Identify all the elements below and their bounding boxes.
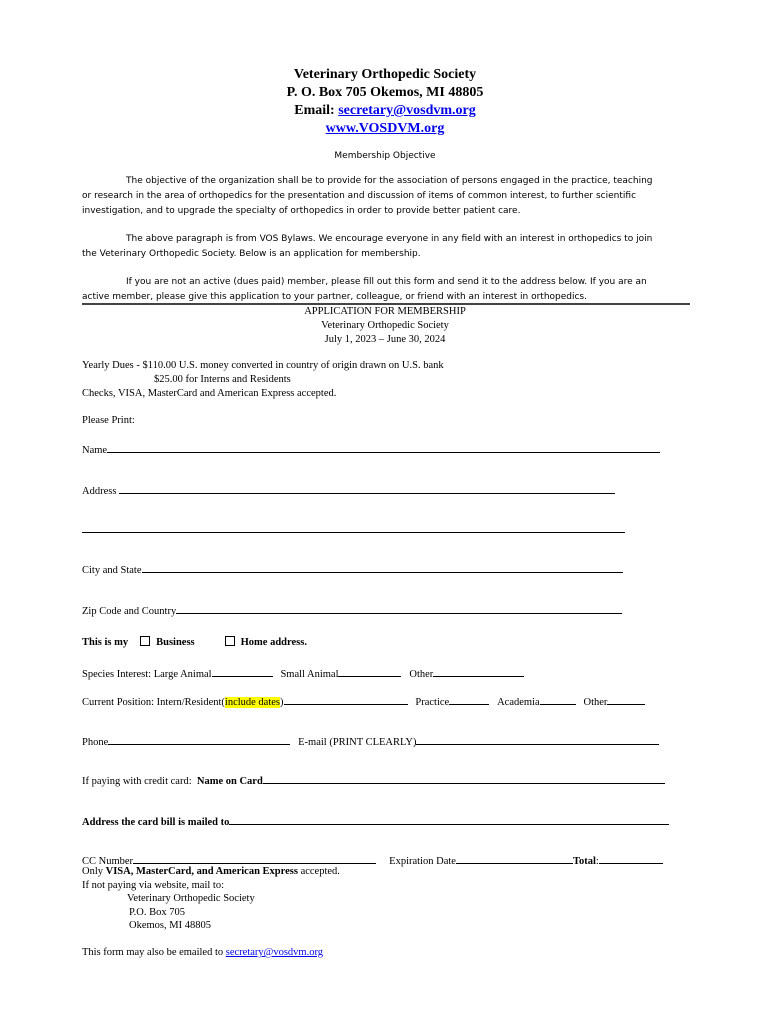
only-prefix: Only: [82, 866, 106, 877]
dues-line-1: Yearly Dues - $110.00 U.S. money converted in country of origin drawn on U.S. bank: [82, 360, 444, 371]
name-field[interactable]: [107, 441, 660, 453]
total-colon: :: [595, 856, 599, 867]
email-heading: [0, 103, 770, 119]
mail-address-line-1: Veterinary Orthopedic Society: [127, 893, 255, 904]
address-row: [82, 482, 615, 497]
objective-line-1: The objective of the organization shall be to provide for the association of persons engaged in the practice, teaching: [126, 176, 653, 186]
city-state-row: [82, 561, 623, 576]
zip-country-label: Zip Code and Country: [82, 606, 177, 617]
application-title: APPLICATION FOR MEMBERSHIP: [304, 306, 466, 317]
large-animal-field[interactable]: [212, 665, 273, 677]
accepted-cards-line: [82, 866, 340, 877]
name-label: Name: [82, 445, 108, 456]
org-name-heading: Veterinary Orthopedic Society: [293, 67, 477, 82]
small-animal-label: Small Animal: [280, 669, 339, 680]
card-name-row: [82, 772, 665, 787]
business-option-label: Business: [156, 637, 195, 648]
home-checkbox[interactable]: [225, 636, 235, 646]
email-form-line: [82, 947, 323, 958]
email-label: Email:: [294, 103, 335, 118]
position-close: ): [280, 697, 284, 708]
application-dates: July 1, 2023 – June 30, 2024: [324, 334, 446, 345]
practice-label: Practice: [415, 697, 450, 708]
objective-line-2: or research in the area of orthopedics for the presentation and discussion of items of common interest, to further scientific: [82, 191, 637, 201]
accepted-cards: VISA, MasterCard, and American Express: [105, 866, 298, 877]
bylaws-paragraph: [82, 232, 682, 262]
cc-number-label: CC Number: [82, 856, 134, 867]
application-org: Veterinary Orthopedic Society: [321, 320, 449, 331]
zip-country-field[interactable]: [176, 602, 622, 614]
mail-to-label: If not paying via website, mail to:: [82, 880, 225, 891]
please-print-label: Please Print:: [82, 415, 135, 426]
instructions-line-1: If you are not an active (dues paid) member, please fill out this form and send it to the address below. If you are an: [126, 277, 647, 287]
phone-label: Phone: [82, 737, 109, 748]
position-other-field[interactable]: [607, 693, 645, 705]
bylaws-line-1: The above paragraph is from VOS Bylaws. We encourage everyone in any field with an interest in orthopedics to join: [126, 234, 653, 244]
cc-row: [82, 852, 663, 867]
objective-title: Membership Objective: [334, 151, 436, 161]
email-field[interactable]: [416, 733, 659, 745]
website-heading: [0, 121, 770, 137]
total-label: Total: [572, 856, 596, 867]
only-suffix: accepted.: [297, 866, 340, 877]
address-line-2-field[interactable]: [82, 521, 625, 533]
name-on-card-label: Name on Card: [196, 776, 263, 787]
home-option-label: Home address.: [240, 637, 307, 648]
bylaws-line-2: the Veterinary Orthopedic Society. Below is an application for membership.: [82, 249, 421, 259]
position-row: [82, 693, 645, 708]
academia-field[interactable]: [540, 693, 576, 705]
business-checkbox[interactable]: [140, 636, 150, 646]
city-state-field[interactable]: [142, 561, 623, 573]
academia-label: Academia: [497, 697, 540, 708]
cc-number-field[interactable]: [133, 852, 376, 864]
mail-address-line-3: Okemos, MI 48805: [129, 920, 211, 931]
species-other-field[interactable]: [433, 665, 524, 677]
address-label: Address: [82, 486, 117, 497]
species-other-label: Other: [409, 669, 434, 680]
dues-line-2: $25.00 for Interns and Residents: [154, 374, 291, 385]
phone-email-row: [82, 733, 659, 748]
practice-field[interactable]: [449, 693, 489, 705]
instructions-line-2: active member, please give this application to your partner, colleague, or friend with an interest in orthopedics.: [82, 292, 587, 302]
email-print-label: E-mail (PRINT CLEARLY): [298, 737, 417, 748]
mail-address-line-2: P.O. Box 705: [129, 907, 186, 918]
include-dates-highlight: include dates: [224, 697, 281, 708]
address-type-label: This is my: [82, 637, 129, 648]
species-label: Species Interest: Large Animal: [82, 669, 212, 680]
address-type-row: [82, 636, 307, 648]
card-address-label: Address the card bill is mailed to: [82, 817, 230, 828]
card-address-row: [82, 813, 669, 828]
emailed-address-link[interactable]: secretary@vosdvm.org: [225, 947, 324, 958]
position-label: Current Position: Intern/Resident(: [82, 697, 225, 708]
zip-country-row: [82, 602, 622, 617]
city-state-label: City and State: [82, 565, 142, 576]
species-row: [82, 665, 524, 680]
objective-paragraph: [82, 174, 682, 219]
objective-line-3: investigation, and to upgrade the specialty of orthopedics in order to provide better patient care.: [82, 206, 521, 216]
card-address-field[interactable]: [229, 813, 669, 825]
intern-resident-field[interactable]: [284, 693, 408, 705]
phone-field[interactable]: [108, 733, 290, 745]
position-other-label: Other: [583, 697, 608, 708]
expiration-label: Expiration Date: [389, 856, 456, 867]
name-row: [82, 441, 660, 456]
section-divider: [82, 303, 690, 305]
instructions-paragraph: [82, 275, 682, 305]
org-address-heading: P. O. Box 705 Okemos, MI 48805: [286, 85, 484, 100]
small-animal-field[interactable]: [338, 665, 401, 677]
name-on-card-field[interactable]: [263, 772, 665, 784]
address-field[interactable]: [119, 482, 615, 494]
credit-card-label: If paying with credit card:: [82, 776, 192, 787]
total-field[interactable]: [599, 852, 663, 864]
emailed-prefix: This form may also be emailed to: [82, 947, 226, 958]
email-link[interactable]: secretary@vosdvm.org: [338, 103, 476, 118]
address-row-2: [82, 521, 625, 536]
dues-line-3: Checks, VISA, MasterCard and American Express accepted.: [82, 388, 337, 399]
expiration-field[interactable]: [456, 852, 573, 864]
website-link[interactable]: www.VOSDVM.org: [325, 121, 445, 136]
